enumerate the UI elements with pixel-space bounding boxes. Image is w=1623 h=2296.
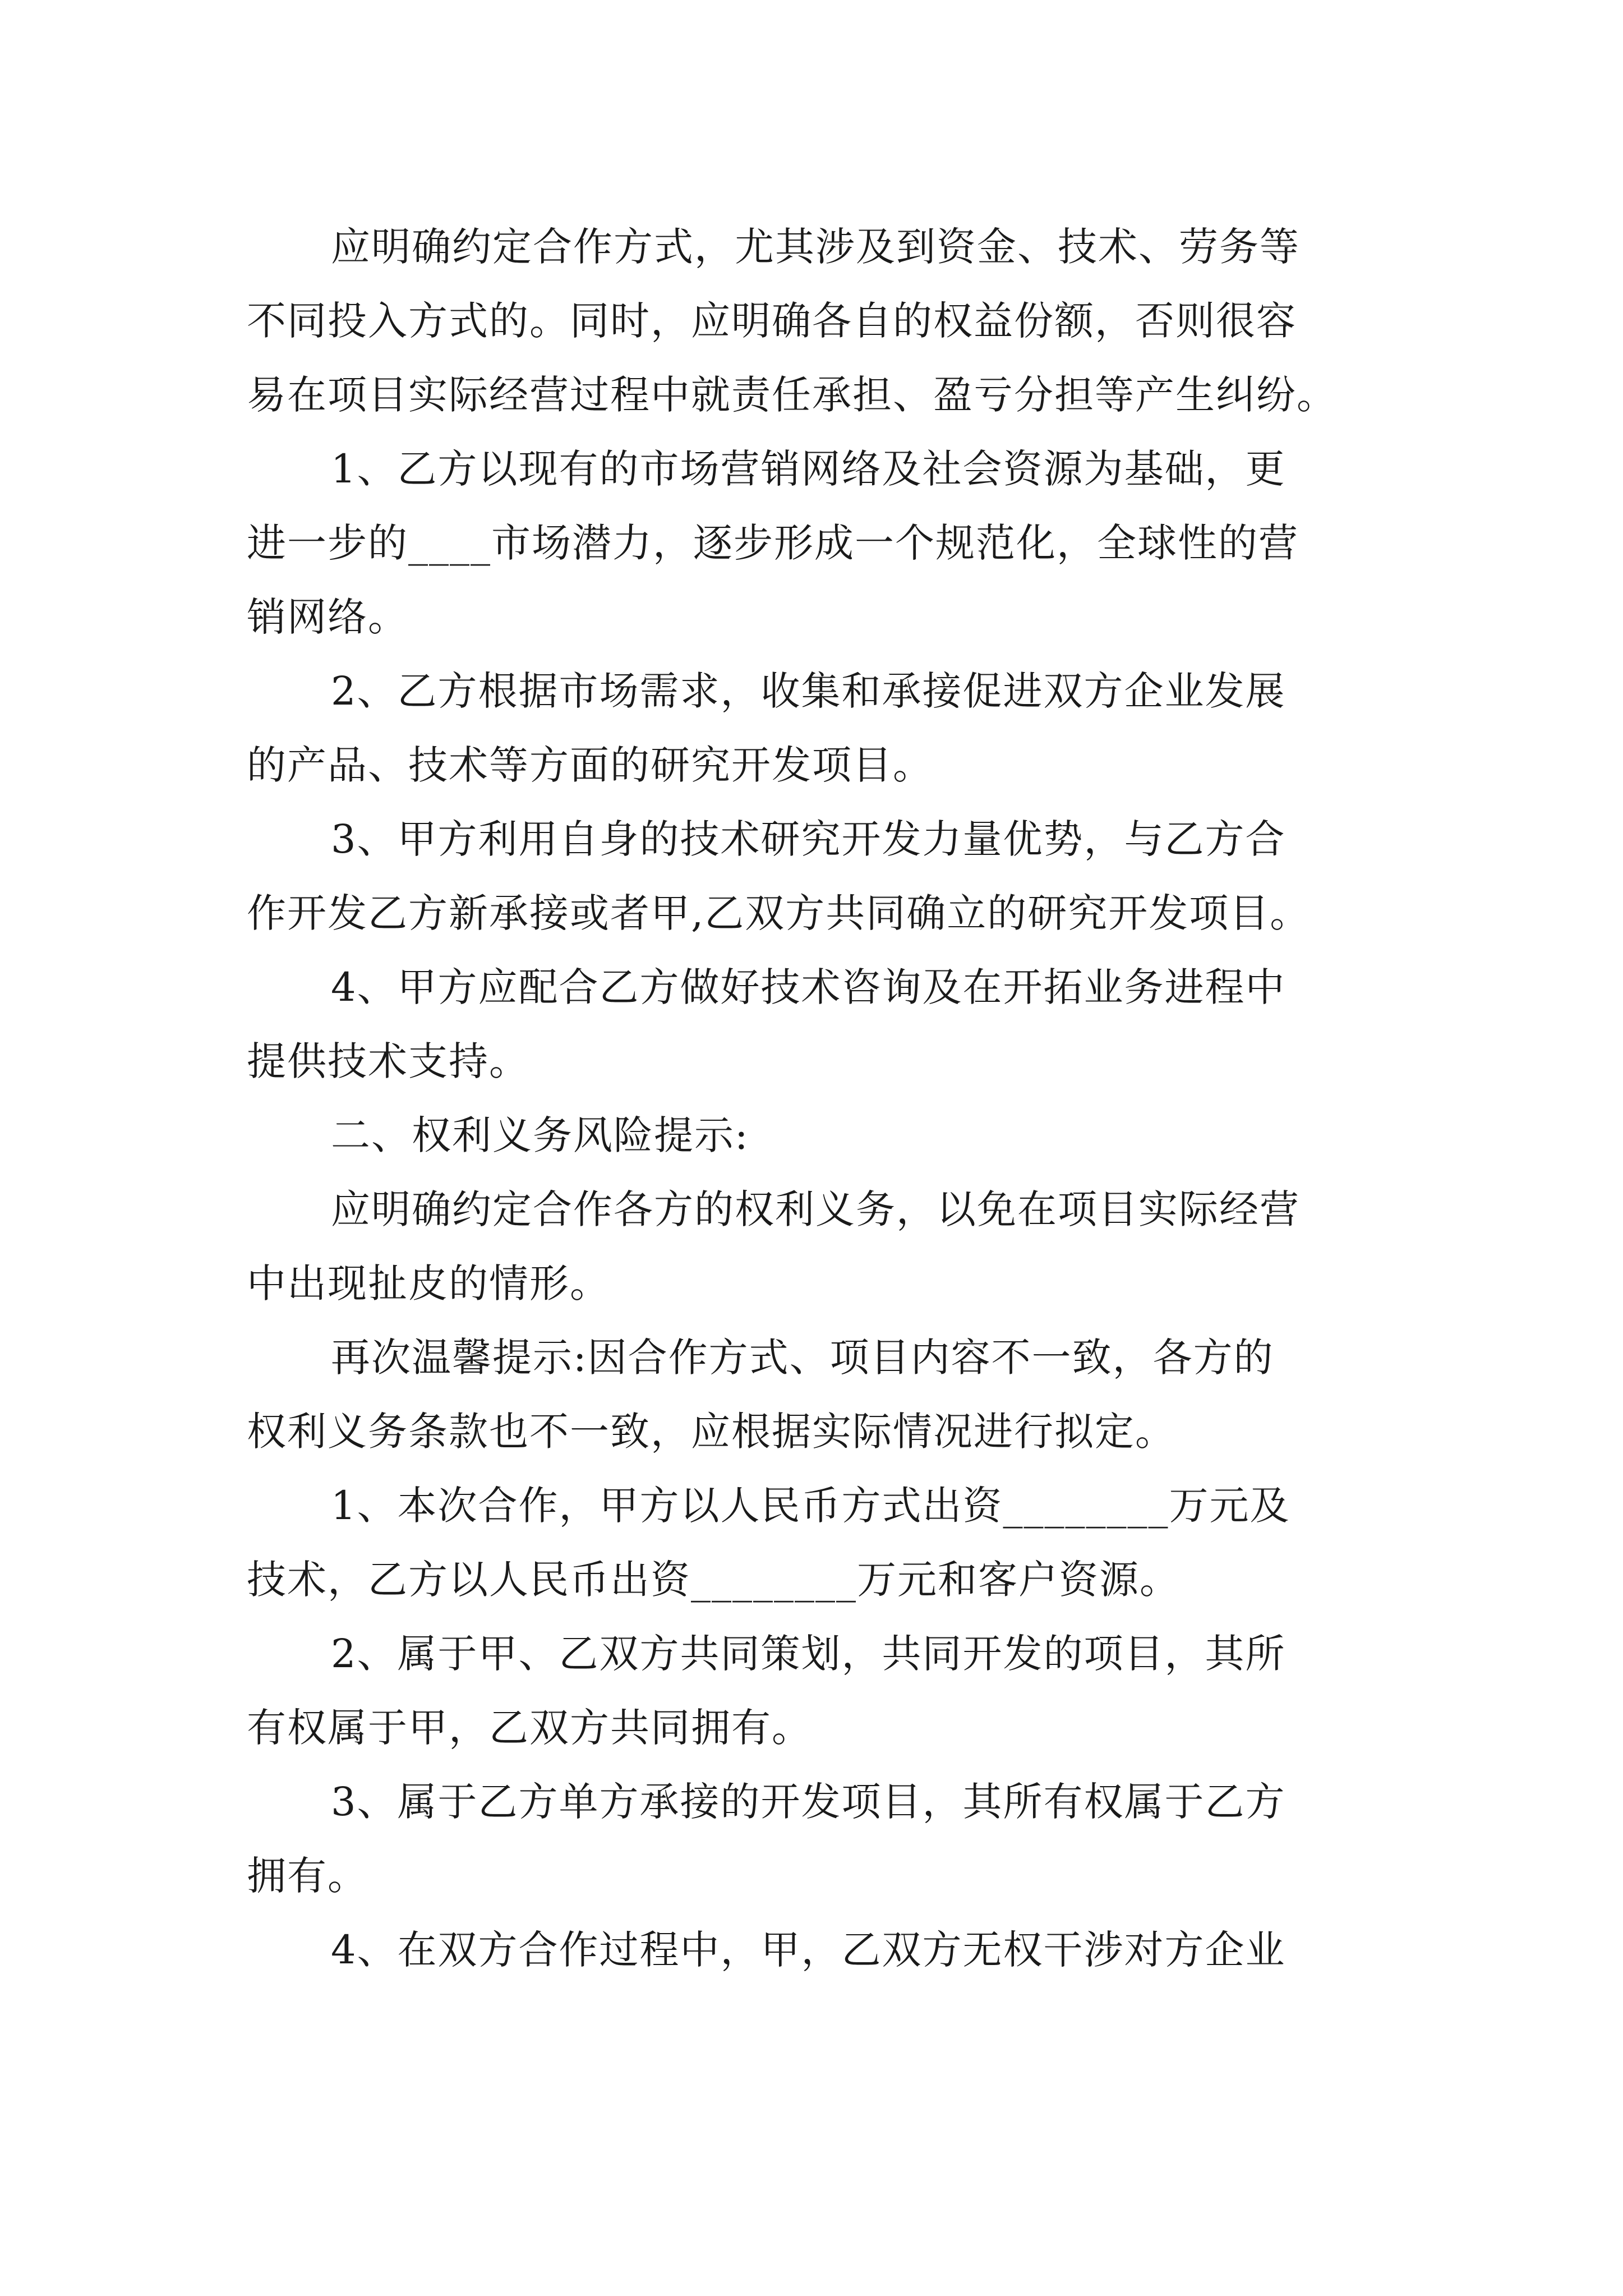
paragraph-line: 应明确约定合作方式，尤其涉及到资金、技术、劳务等 <box>331 224 1300 270</box>
paragraph-line: 销网络。 <box>247 594 408 640</box>
paragraph-line: 进一步的____市场潜力，逐步形成一个规范化，全球性的营 <box>247 520 1299 566</box>
paragraph-line: 2、乙方根据市场需求，收集和承接促进双方企业发展 <box>331 668 1286 714</box>
paragraph-line: 再次温馨提示:因合作方式、项目内容不一致，各方的 <box>331 1335 1274 1381</box>
paragraph-line: 2、属于甲、乙双方共同策划，共同开发的项目，其所 <box>331 1631 1286 1677</box>
paragraph-line: 拥有。 <box>247 1853 368 1899</box>
paragraph-line: 提供技术支持。 <box>247 1038 529 1084</box>
paragraph-line: 易在项目实际经营过程中就责任承担、盈亏分担等产生纠纷。 <box>247 372 1337 418</box>
paragraph-line: 权利义务条款也不一致，应根据实际情况进行拟定。 <box>247 1409 1175 1455</box>
paragraph-line: 的产品、技术等方面的研究开发项目。 <box>247 742 933 788</box>
section-heading: 二、权利义务风险提示: <box>331 1112 749 1158</box>
paragraph-line: 中出现扯皮的情形。 <box>247 1260 610 1306</box>
paragraph-line: 3、甲方利用自身的技术研究开发力量优势，与乙方合 <box>331 816 1286 862</box>
paragraph-line: 4、甲方应配合乙方做好技术咨询及在开拓业务进程中 <box>331 964 1286 1010</box>
paragraph-line: 不同投入方式的。同时，应明确各自的权益份额，否则很容 <box>247 298 1297 344</box>
paragraph-line: 技术，乙方以人民币出资________万元和客户资源。 <box>247 1557 1180 1603</box>
paragraph-line: 作开发乙方新承接或者甲,乙双方共同确立的研究开发项目。 <box>247 890 1311 936</box>
paragraph-line: 1、乙方以现有的市场营销网络及社会资源为基础，更 <box>331 446 1286 492</box>
paragraph-line: 4、在双方合作过程中，甲，乙双方无权干涉对方企业 <box>331 1927 1286 1973</box>
paragraph-line: 应明确约定合作各方的权利义务，以免在项目实际经营 <box>331 1186 1300 1232</box>
paragraph-line: 1、本次合作，甲方以人民币方式出资________万元及 <box>331 1483 1290 1529</box>
paragraph-line: 3、属于乙方单方承接的开发项目，其所有权属于乙方 <box>331 1779 1286 1825</box>
paragraph-line: 有权属于甲，乙双方共同拥有。 <box>247 1705 812 1751</box>
